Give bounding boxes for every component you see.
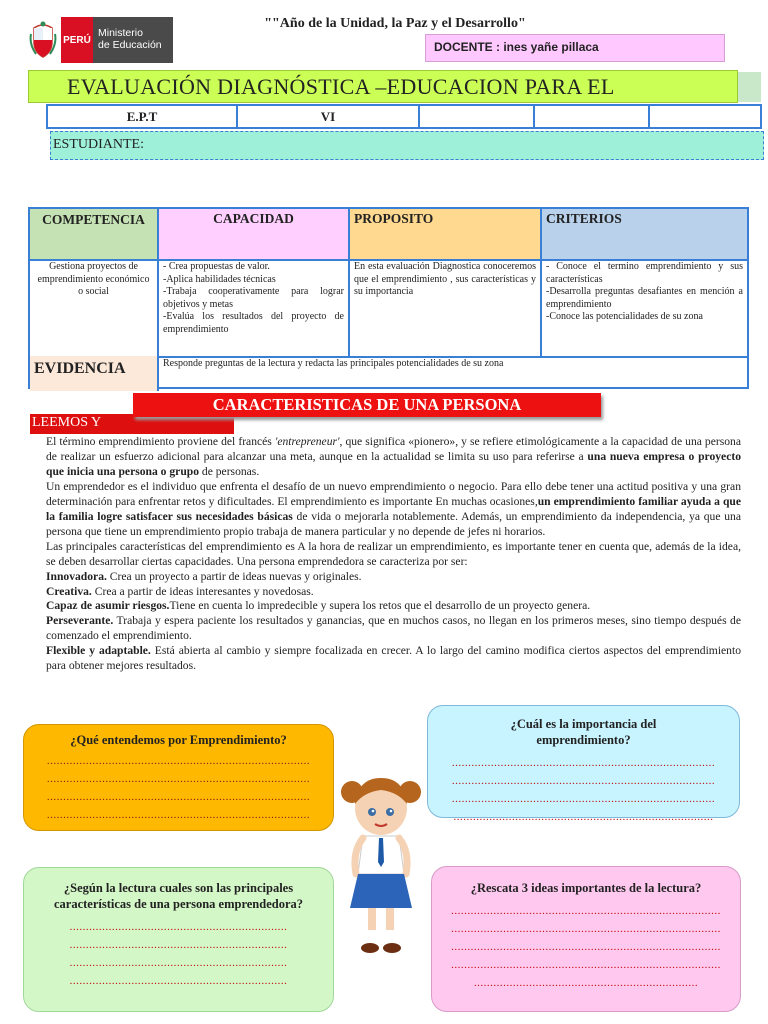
answer-line[interactable]: ................................................................................. bbox=[46, 791, 311, 803]
trait-item bbox=[46, 614, 741, 644]
trait-name: Flexible y adaptable. bbox=[46, 644, 151, 658]
info-cell-5[interactable] bbox=[650, 106, 760, 127]
question-text: ¿Según la lectura cuales son las principales características de una persona emprendedora? bbox=[53, 881, 304, 911]
criteria-list bbox=[542, 259, 747, 356]
info-cell-4[interactable] bbox=[535, 106, 650, 127]
text-span: El término emprendimiento proviene del francés bbox=[46, 435, 275, 448]
trait-name: Capaz de asumir riesgos. bbox=[46, 599, 170, 613]
answer-line[interactable]: ................................................................................... bbox=[451, 959, 721, 971]
ministry-logo bbox=[25, 17, 173, 63]
evidence-label: EVIDENCIA bbox=[30, 356, 159, 391]
trait-item bbox=[46, 599, 741, 614]
text-span: Un emprendedor es el individuo que enfrenta el desafío de un nuevo emprendimiento o negocio. Para ello debe tener una actitud positiva y una gran determinación para enfrentar retos y dificultades. El emprendimiento es importante En muchas ocasiones, bbox=[46, 479, 741, 508]
info-row bbox=[46, 104, 762, 129]
text-span: de personas. bbox=[199, 464, 260, 478]
trait-name: Perseverante. bbox=[46, 614, 114, 628]
text-span: de vida o mejorarla notablemente. Además, un emprendimiento da independencia, ya que una persona que tiene un emprendimiento propio trabaja de manera particular y no depende de jefes ni horarios. bbox=[46, 509, 741, 538]
table-body-row bbox=[30, 259, 747, 358]
question-box-importance[interactable] bbox=[427, 705, 740, 823]
answer-line[interactable]: ................................................................................. bbox=[46, 809, 311, 821]
criteria-item: - Conoce el termino emprendimiento y sus características bbox=[546, 261, 743, 285]
answer-line[interactable]: ................................................................................... bbox=[451, 941, 721, 953]
coat-of-arms-icon bbox=[25, 17, 61, 63]
text-span: 'entrepreneur' bbox=[274, 435, 340, 448]
table-header-row bbox=[30, 209, 747, 261]
reading-paragraph: Las principales características del emprendimiento es A la hora de realizar un emprendimiento, es importante tener en cuenta que, además de la idea, se deben desarrollar ciertas capacidades. Una persona emprendedora se caracteriza por ser: bbox=[46, 539, 741, 568]
capacity-item: -Trabaja cooperativamente para lograr objetivos y metas bbox=[163, 286, 344, 310]
question-text: ¿Qué entendemos por Emprendimiento? bbox=[70, 733, 287, 747]
competency-text: Gestiona proyectos de emprendimiento económico o social bbox=[30, 259, 159, 356]
student-field[interactable] bbox=[50, 131, 764, 160]
title-bar-extension bbox=[738, 72, 761, 102]
answer-line[interactable]: ................................................................... bbox=[69, 939, 288, 951]
answer-line[interactable]: ................................................................................. bbox=[46, 755, 311, 767]
trait-desc: Crea un proyecto a partir de ideas nuevas y originales. bbox=[106, 569, 362, 583]
trait-desc: Está abierta al cambio y siempre focalizada en crecer. A lo largo del camino modifica ciertos aspectos del emprendimiento para obtener mejores resultados. bbox=[46, 644, 741, 673]
ministry-name bbox=[93, 17, 173, 63]
reading-paragraph bbox=[46, 480, 741, 540]
purpose-text: En esta evaluación Diagnostica conoceremos que el emprendimiento , sus características y su importancia bbox=[350, 259, 542, 356]
trait-item bbox=[46, 570, 741, 585]
question-text: ¿Rescata 3 ideas importantes de la lectura? bbox=[470, 881, 702, 895]
trait-name: Innovadora. bbox=[46, 569, 107, 583]
header-proposito: PROPOSITO bbox=[350, 209, 542, 259]
answer-line[interactable]: ................................................................................. bbox=[451, 775, 716, 787]
question-box-entrepreneurship[interactable] bbox=[23, 724, 334, 831]
ministry-name-line-2: de Educación bbox=[98, 39, 162, 51]
info-cell-area: E.P.T bbox=[48, 106, 238, 127]
info-cell-3[interactable] bbox=[420, 106, 535, 127]
trait-desc: Crea a partir de ideas interesantes y novedosas. bbox=[91, 584, 314, 598]
question-box-ideas[interactable] bbox=[431, 866, 741, 1012]
capacity-item: -Evalúa los resultados del proyecto de emprendimiento bbox=[163, 311, 344, 335]
text-span: un emprendimiento familiar ayuda a que la familia logre satisfacer sus necesidades básicas bbox=[46, 494, 741, 523]
year-motto: ""Año de la Unidad, la Paz y el Desarrollo" bbox=[264, 16, 526, 31]
answer-line[interactable]: ................................................................................. bbox=[451, 793, 716, 805]
question-text: ¿Cuál es la importancia del emprendimiento? bbox=[510, 717, 657, 747]
peru-label: PERÚ bbox=[61, 17, 93, 63]
answer-line[interactable]: ................................................................................ bbox=[453, 811, 714, 823]
answer-line[interactable]: ................................................................................. bbox=[451, 757, 716, 769]
answer-line[interactable]: ................................................................................... bbox=[451, 905, 721, 917]
header-criterios: CRITERIOS bbox=[542, 209, 747, 259]
capacity-item: - Crea propuestas de valor. bbox=[163, 261, 270, 272]
trait-desc: Tiene en cuenta lo impredecible y supera los retos que el desarrollo de un proyecto genera. bbox=[169, 599, 591, 613]
reading-text bbox=[46, 435, 741, 674]
capacity-item: -Aplica habilidades técnicas bbox=[163, 273, 276, 285]
page-title: EVALUACIÓN DIAGNÓSTICA –EDUCACION PARA EL bbox=[28, 70, 738, 103]
question-box-characteristics[interactable] bbox=[23, 867, 334, 1012]
reading-title: CARACTERISTICAS DE UNA PERSONA bbox=[133, 393, 601, 417]
trait-name: Creativa. bbox=[46, 584, 92, 598]
answer-line[interactable]: ................................................................................... bbox=[451, 923, 721, 935]
answer-line[interactable]: ................................................................... bbox=[69, 957, 288, 969]
header-capacidad: CAPACIDAD bbox=[159, 209, 350, 259]
answer-line[interactable]: ................................................................... bbox=[69, 975, 288, 987]
capacity-list bbox=[159, 259, 350, 356]
reading-paragraph bbox=[46, 435, 741, 480]
text-span: , que significa «pionero», y se refiere etimológicamente a la capacidad de una persona de realizar un esfuerzo adicional para alcanzar una meta, aunque en la actualidad se limita su uso para referirse a bbox=[46, 435, 741, 463]
teacher-label: DOCENTE : ines yañe pillaca bbox=[425, 34, 725, 62]
header-competencia: COMPETENCIA bbox=[30, 209, 159, 259]
ministry-name-line-1: Ministerio bbox=[98, 27, 143, 39]
evidence-row bbox=[30, 356, 747, 391]
student-girl-illustration bbox=[338, 770, 424, 960]
reading-tag: LEEMOS Y bbox=[30, 414, 234, 434]
trait-item bbox=[46, 585, 741, 600]
trait-item bbox=[46, 644, 741, 674]
answer-line[interactable]: ..................................................................... bbox=[473, 977, 699, 989]
answer-line[interactable]: ................................................................... bbox=[69, 921, 288, 933]
competency-table bbox=[28, 207, 749, 389]
answer-line[interactable]: ................................................................................. bbox=[46, 773, 311, 785]
criteria-item: -Conoce las potencialidades de su zona bbox=[546, 311, 703, 323]
trait-desc: Trabaja y espera paciente los resultados y ganancias, que en muchos casos, no llegan en los primeros meses, sino tiempo después de comenzado el emprendimiento. bbox=[46, 614, 741, 643]
student-label: ESTUDIANTE: bbox=[53, 137, 144, 152]
text-span: una nueva empresa o proyecto que inicia una persona o grupo bbox=[46, 449, 741, 478]
criteria-item: -Desarrolla preguntas desafiantes en mención a emprendimiento bbox=[546, 286, 743, 310]
evidence-text: Responde preguntas de la lectura y redacta las principales potencialidades de su zona bbox=[163, 358, 504, 369]
info-cell-grade: VI bbox=[238, 106, 420, 127]
